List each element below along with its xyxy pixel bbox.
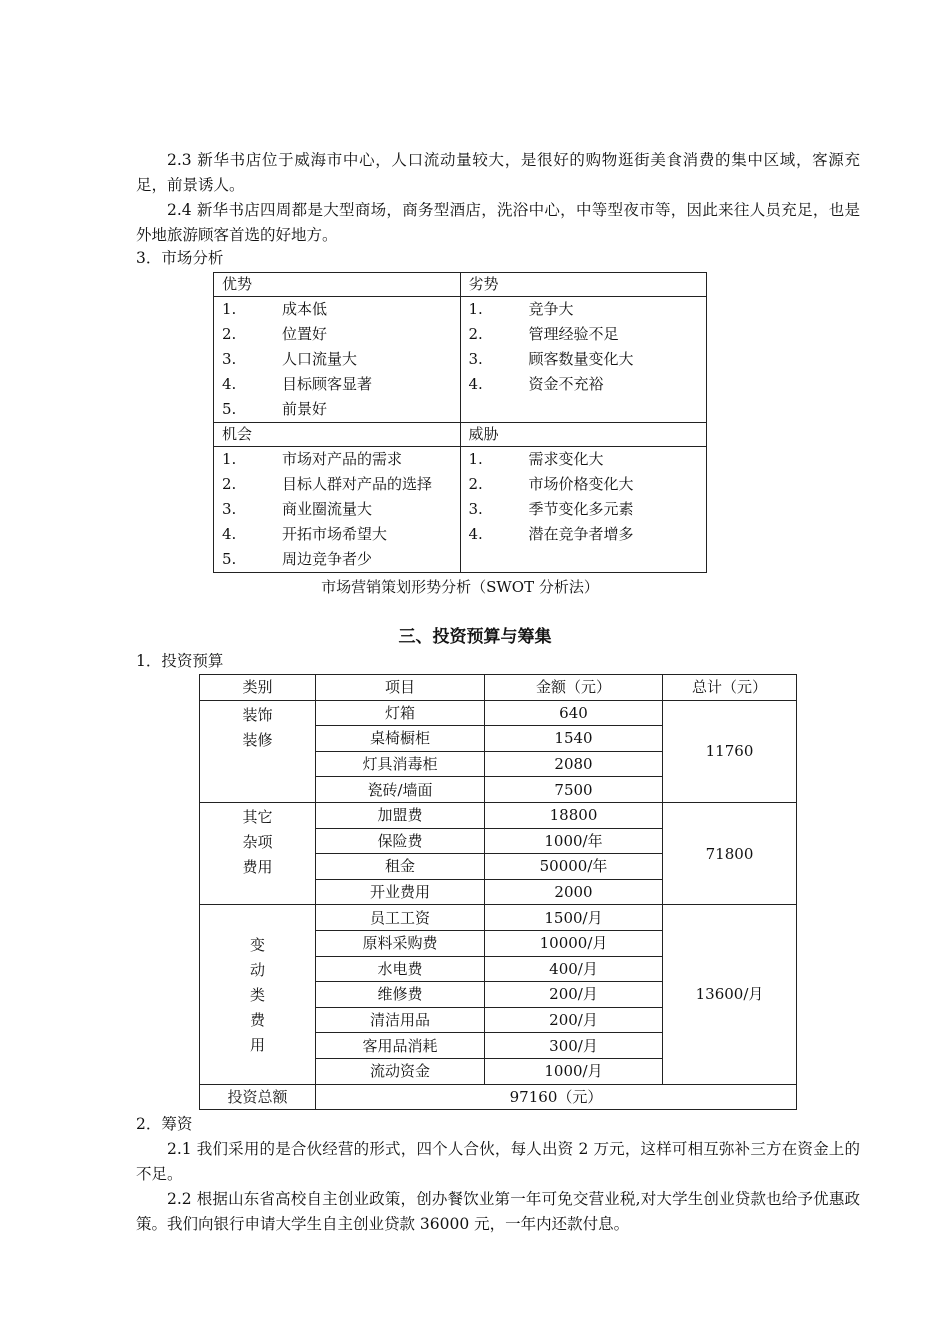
table-row: 变 动 类 费 用 员工工资 1500/月 13600/月 [200,905,797,931]
opportunities-title: 机会 [214,423,461,447]
paragraph-2-1: 2.1 我们采用的是合伙经营的形式，四个人合伙，每人出资 2 万元，这样可相互弥补三方在资金上的不足。 [136,1140,860,1183]
paragraph-2-2: 2.2 根据山东省高校自主创业政策，创办餐饮业第一年可免交营业税,对大学生创业贷款也给予优惠政策。我们向银行申请大学生自主创业贷款 36000 元，一年内还款付息。 [136,1190,860,1233]
category-misc: 其它 杂项 费用 [200,802,316,904]
header-item: 项目 [316,675,485,701]
budget-heading: 1．投资预算 [136,652,224,670]
opportunities-list [214,447,461,573]
table-row: 桌椅橱柜 1540 [200,726,797,752]
category-decor: 装饰 装修 [200,700,316,802]
list-item: 2. 目标人群对产品的选择 [222,475,433,493]
table-row: 装饰 装修 灯箱 640 11760 [200,700,797,726]
grand-total-value: 97160（元） [316,1084,797,1110]
list-item: 5. 周边竞争者少 [222,550,373,568]
list-item: 1. 成本低 [222,300,328,318]
swot-table [213,272,707,573]
paragraph-2-3: 2.3 新华书店位于威海市中心，人口流动量较大，是很好的购物逛街美食消费的集中区域，客源充足，前景诱人。 [136,151,860,194]
list-item: 3. 人口流量大 [222,350,358,368]
threats-list [460,447,707,573]
table-row: 开业费用 2000 [200,879,797,905]
table-row: 灯具消毒柜 2080 [200,751,797,777]
list-item: 1. 市场对产品的需求 [222,450,403,468]
list-item: 4. 潜在竞争者增多 [468,525,634,543]
threats-title: 威胁 [460,423,707,447]
table-row: 保险费 1000/年 [200,828,797,854]
list-item: 3. 商业圈流量大 [222,500,373,518]
header-amount: 金额（元） [485,675,663,701]
list-item: 1. 需求变化大 [468,450,604,468]
list-item: 4. 开拓市场希望大 [222,525,388,543]
list-item: 4. 资金不充裕 [468,375,604,393]
table-row: 瓷砖/墙面 7500 [200,777,797,803]
list-item: 2. 市场价格变化大 [468,475,634,493]
list-item: 1. 竞争大 [468,300,574,318]
list-item: 2. 位置好 [222,325,328,343]
list-item: 3. 季节变化多元素 [468,500,634,518]
list-item: 3. 顾客数量变化大 [468,350,634,368]
market-analysis-heading: 3．市场分析 [136,249,224,267]
list-item: 2. 管理经验不足 [468,325,619,343]
strengths-list [214,297,461,423]
strengths-title: 优势 [214,273,461,297]
budget-table [199,674,797,1110]
swot-caption: 市场营销策划形势分析（SWOT 分析法） [321,578,599,596]
table-row: 维修费 200/月 [200,982,797,1008]
table-row: 客用品消耗 300/月 [200,1033,797,1059]
total-variable: 13600/月 [663,905,797,1084]
table-row: 清洁用品 200/月 [200,1007,797,1033]
total-decor: 11760 [663,700,797,802]
table-row: 水电费 400/月 [200,956,797,982]
grand-total-row [200,1084,797,1110]
header-total: 总计（元） [663,675,797,701]
table-row: 其它 杂项 费用 加盟费 18800 71800 [200,802,797,828]
section-title: 三、投资预算与筹集 [398,627,552,647]
paragraph-2-4: 2.4 新华书店四周都是大型商场，商务型酒店，洗浴中心，中等型夜市等，因此来往人员充足，也是外地旅游顾客首选的好地方。 [136,201,860,244]
table-header-row [200,675,797,701]
funding-heading: 2．筹资 [136,1115,193,1133]
list-item: 4. 目标顾客显著 [222,375,373,393]
table-row: 租金 50000/年 [200,854,797,880]
header-category: 类别 [200,675,316,701]
table-row: 流动资金 1000/月 [200,1058,797,1084]
category-variable: 变 动 类 费 用 [200,905,316,1084]
table-row: 原料采购费 10000/月 [200,930,797,956]
total-misc: 71800 [663,802,797,904]
weaknesses-list [460,297,707,423]
list-item: 5. 前景好 [222,400,328,418]
grand-total-label: 投资总额 [200,1084,316,1110]
weaknesses-title: 劣势 [460,273,707,297]
